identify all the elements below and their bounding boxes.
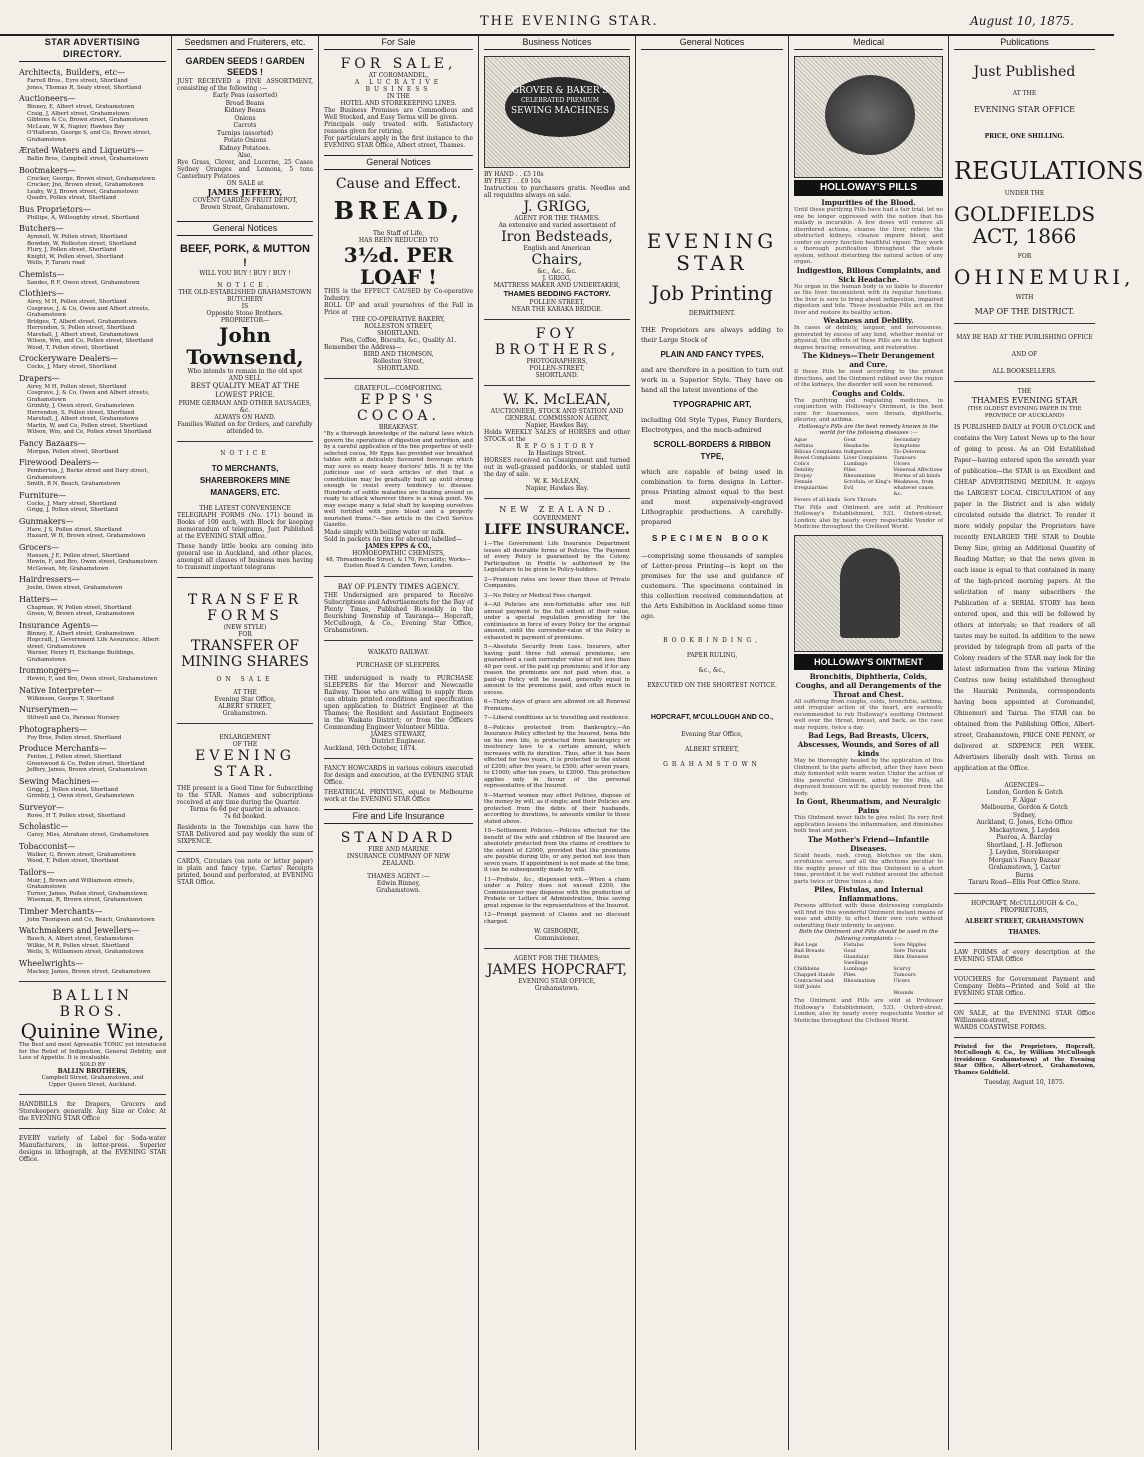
- seed-item: Potato Onions: [223, 137, 267, 144]
- agency-item: London, Gordon & Gotch: [986, 789, 1063, 796]
- complaint-item: [844, 990, 894, 996]
- column-seedsmen: Seedsmen and Fruiterers, etc. GARDEN SEEDS ! GARDEN SEEDS ! JUST RECEIVED a FINE ASSORTMENT, consisting of the following :— Early Peas (assorted) Broad Beans Kidney Beans Onions Carrots Turnips (assorted) Potato Onions Kidney Potatoes. Also, Rye Grass, Clover, and Lucerne, 25 Cases Sydney Oranges and Lemons, 5 tons Canterbury Potatoes ON SALE at JAMES JEFFERY, COVENT GARDEN FRUIT DEPOT, Brown Street, Grahamstown. General Notices BEEF, PORK, & MUTTON ! WILL YOU BUY ! BUY ! BUY ! NOTICE. THE OLD-ESTABLISHED GRAHAMSTOWN BUTCHERY IS Opposite Stone Brothers. PROPRIETOR— John Townsend, Who intends to remain in the old spot AND SELL BEST QUALITY MEAT AT THE LOWEST PRICE. PRIME GERMAN AND OTHER SAUSAGES, &c. ALWAYS ON HAND. Families Waited on for Orders, and carefully attended to. NOTICE TO MERCHANTS, SHAREBROKERS MINE MANAGERS, ETC. THE LATEST CONVENIENCE TELEGRAPH FORMS (No. 171) bound in Books of 100 each, with Block for keeping memorandum of telegrams, Just Published at the EVENING STAR office. These handy little books are coming into general use in Auckland, and other places, amongst all classes of business men having to transmit important telegrams TRANSFER FORMS (NEW STYLE) FOR TRANSFER OF MINING SHARES ON SALE AT THE Evening Star Office, ALBERT STREET, Grahamstown. ENLARGEMENT OF THE EVENING STAR. THE present is a Good Time for Subscribing to the STAR. Names and subscriptions received at any time during the Quarter. Terms 6s 6d per quarter in advance. 7s 6d booked. Residents in the Townships can have the STAR Delivered and pay weekly the sum of SIXPENCE. CARDS, Circulars (on note or letter paper) in plain and fancy type. Cartes' Receipts printed, bound and perforated, at EVENING STAR Office.: [172, 36, 319, 1450]
- column-forsale: For Sale FOR SALE, AT COROMANDEL, A LUCRATIVE BUSINESS IN THE HOTEL AND STOREKEEPING LINES. The Business Premises are Commodious and Well Stocked, and Easy Terms will be given. Principals only treated with. Satisfactory reasons given for retiring. For particulars apply in the first instance to the EVENING STAR Office, Albert street, Thames. General Notices Cause and Effect. BREAD, The Staff of Life, HAS BEEN REDUCED TO 3½d. PER LOAF ! THIS is the EFFECT CAUSED by Co-operative Industry. ROLL UP and avail yourselves of the Fall in Price at THE CO-OPERATIVE BAKERY, ROLLESTON STREET, SHORTLAND. Pies, Coffee, Biscuits, &c., Quality A1. Remember the Address— BIRD AND THOMSON, Rolleston Street, SHORTLAND. GRATEFUL—COMFORTING. EPPS'S COCOA. BREAKFAST. "By a thorough knowledge of the natural laws which govern the operations of digestion and nutrition, and by a careful application of the fine properties of well-selected cocoa, Mr Epps has provided our breakfast tables with a delicately flavoured beverage which may save us many heavy doctors' bills. It is by the judicious use of such articles of diet that a constitution may be gradually built up until strong enough to resist every tendency to disease. Hundreds of subtle maladies are floating around us ready to attack wherever there is a weak point. We may escape many a fatal shaft by keeping ourselves well fortified with pure blood and a properly nourished frame."—See article in the Civil Service Gazette. Made simply with boiling water or milk. Sold in packets (in tins for abroad) labelled— JAMES EPPS & CO., HOMOEOPATHIC CHEMISTS, 48, Threadneedle Street, & 170, Piccadilly; Works—Euston Road & Camden Town, London. BAY OF PLENTY TIMES AGENCY. THE Undersigned are prepared to Receive Subscriptions and Advertisements for the Bay of Plenty Times, Published Bi-weekly in the flourishing Township of Tauranga— Hopcraft, McCullough, & Co., Evening Star Office, Grahamstown. WAIKATO RAILWAY. PURCHASE OF SLEEPERS. THE undersigned is ready to PURCHASE SLEEPERS for the Mercer and Newcastle Railway. Those who are willing to supply them can obtain printed conditions and specification upon application to District Engineer at the Thames; the Resident and Assistant Engineers in the Waikato District; or from the Officers Commanding Engineer Volunteer Militia. JAMES STEWART, District Engineer. Auckland, 16th October, 1874. FANCY HOWCARDS in various colours executed for design and execution, at the EVENING STAR Office. THEATRICAL PRINTING, equal to Melbourne work at the EVENING STAR Office Fire and Life Insurance STANDARD FIRE AND MARINE INSURANCE COMPANY OF NEW ZEALAND. THAMES AGENT :— Edwin Binney, Grahamstown.: [319, 36, 479, 1450]
- complaint-item: Scurvy: [893, 966, 911, 972]
- policy-point: 2—Premium rates are lower than those of Private Companies.: [484, 576, 630, 589]
- general-heading-2: General Notices: [177, 221, 313, 236]
- directory-entry: O'Halloran, George S, and Co, Brown street, Grahamstown: [27, 130, 152, 143]
- handbills-ad: HANDBILLS for Drapers, Grocers and Storekeepers generally. Any Size or Color. At the EVENING STAR Office: [19, 1101, 166, 1122]
- directory-entry: Cocks, J, Mary street, Shortland: [27, 500, 117, 507]
- disease-item: Venereal Affections: [893, 466, 943, 473]
- directory-entry: Hewin, F, and Bro, Owen street, Grahamstown: [27, 559, 158, 565]
- policy-point: 1—The Government Life Insurance Department issues all desirable forms of Policies. The Payment of every Policy is guaranteed by the Colony. Participation in Profits is authorised by the Legislature to be given to Policy-holders.: [484, 541, 630, 573]
- directory-entry: Herrendon, S, Pollen street, Shortland: [27, 325, 135, 331]
- directory-entry: Morgan, Pollen street, Shortland: [27, 448, 119, 455]
- issue-date: August 10, 1875.: [970, 14, 1074, 28]
- seed-item: Broad Beans: [225, 99, 265, 107]
- policy-point: 8—Policies protected from Bankruptcy.—An Insurance Policy effected by the Insured, bona fide on his own life, is protected from bankruptcy or insolvency laws to a certain amount, which increases with its duration. Thus, after it has been effected for two years, it is protected to the extent of £200; after five years, to £500; after seven years, to £1000; after ten years, to £2000. This protection applies only in favour of the personal representative of the Insured.: [484, 724, 630, 789]
- ointment-table: [794, 942, 943, 996]
- disease-item: Scrofula, or King's Evil: [843, 478, 891, 491]
- directory-entry: Turner, James, Pollen street, Grahamstown: [27, 890, 148, 897]
- disease-item: Ulcers: [893, 460, 910, 467]
- directory-entry: Flury, J, Pollen street, Shortland: [27, 247, 117, 253]
- directory-category: Produce Merchants—: [19, 744, 107, 753]
- directory-entry: Craig, J, Albert street, Grahamstown: [27, 110, 130, 117]
- directory-entry: Hewin, F, and Bro, Owen street, Grahamstown: [27, 676, 158, 682]
- directory-entry: Wells, F, Tararu road: [27, 260, 85, 266]
- directory-category: Ærated Waters and Liqueurs—: [19, 146, 144, 155]
- directory-category: Bus Proprietors—: [19, 204, 91, 214]
- complaint-item: Contracted and Stiff Joints: [794, 978, 834, 990]
- agency-item: Grahamstown, J. Carter: [988, 864, 1061, 871]
- disease-item: [893, 497, 943, 503]
- directory-entry: Muir, J, Brown and Williamson streets, Grahamstown: [27, 877, 135, 890]
- directory-category: Clothiers—: [19, 289, 65, 298]
- directory-entry: Binney, E, Albert street, Grahamstown: [27, 630, 135, 637]
- medical-heading: Medical: [794, 36, 943, 50]
- complaint-item: Sore Throats: [893, 948, 927, 954]
- directory-category: Gunmakers—: [19, 516, 74, 526]
- directory-category: Native Interpreter—: [19, 685, 102, 695]
- directory-entry: Carey, Miss, Abraham street, Grahamstown: [27, 832, 149, 838]
- seed-item: Turnips (assorted): [216, 129, 274, 137]
- seal-icon: [825, 75, 915, 155]
- agency-item: F. Algar: [1012, 796, 1037, 804]
- directory-entry: Cocks, J, Mary street, Shortland: [27, 364, 117, 370]
- disease-item: Dropsy: [794, 472, 813, 479]
- directory-entry: Martin, W, and Co, Pollen street, Shortland: [27, 422, 148, 429]
- complaint-item: Ulcers: [893, 978, 910, 984]
- directory-category: Sewing Machines—: [19, 776, 99, 786]
- complaint-item: Piles: [843, 972, 856, 978]
- directory-category: Butchers—: [19, 224, 64, 233]
- complaint-item: Chilblains: [794, 966, 820, 972]
- complaint-item: Skin Diseases: [893, 954, 929, 960]
- directory-entry: Marshall, J, Albert street, Grahamstown: [27, 331, 139, 338]
- directory-entry: Cosgrave, J, & Co, Owen and Albert streets, Grahamstown: [27, 305, 150, 318]
- general-heading: General Notices: [641, 36, 783, 50]
- directory-category: Auctioneers—: [19, 94, 76, 103]
- directory-category: Watchmakers and Jewellers—: [19, 926, 140, 935]
- disease-item: Secondary: [893, 436, 921, 443]
- business-heading: Business Notices: [484, 36, 630, 50]
- transfer-forms: TRANSFER FORMS: [187, 592, 303, 624]
- disease-item: Bowel Complaints: [794, 454, 840, 461]
- disease-item: Fevers of all kinds: [794, 496, 841, 503]
- directory-entry: Warner, Henry H, Exchange Buildings, Grahamstown: [27, 650, 135, 663]
- directory-entry: Hopcraft, J, Government Life Assurance, Albert street, Grahamstown: [27, 637, 160, 650]
- directory-entry: Wood, T, Pollen street, Shortland: [27, 344, 119, 351]
- policy-point: 5—Absolute Security from Loss. Insurers, after having paid three full annual premiums, are guaranteed a cash surrender value of not less than 40 per cent. of the paid up premiums; and if for any reason the premiums are not paid when due, a paid-up Policy will be issued, generally equal in amount to the premiums paid, and often much in excess.: [484, 644, 630, 696]
- disease-item: Worms of all kinds: [893, 472, 941, 479]
- directory-entry: John Thompson and Co, Beach, Grahamstown: [27, 916, 155, 923]
- bread-title: BREAD,: [333, 196, 464, 225]
- disease-item: Symptoms: [893, 442, 920, 449]
- disease-item: Headache: [843, 442, 870, 449]
- directory-entry: Grigg, J, Pollen street, Shortland: [27, 507, 118, 513]
- complaint-item: Fistulas: [843, 942, 864, 948]
- directory-entry: Walker, G, Brown street, Grahamstown: [27, 851, 136, 858]
- forsale-heading: For Sale: [324, 36, 473, 50]
- directory-category: Fancy Bazaars—: [19, 438, 86, 448]
- directory-entry: Quadri, Pollen street, Shortland: [27, 195, 117, 201]
- paper-title: THE EVENING STAR.: [480, 14, 659, 29]
- seed-item: Kidney Potatoes.: [219, 144, 271, 152]
- directory-entry: Joslin, Owen street, Grahamstown: [27, 585, 123, 591]
- policy-point: 7—Liberal conditions as to travelling and residence.: [484, 715, 630, 721]
- directory-list: [19, 68, 166, 975]
- seed-item: Early Peas (assorted): [212, 92, 278, 99]
- agency-item: Melbourne, Gordon & Gotch: [981, 804, 1068, 811]
- column-directory: [14, 36, 172, 1450]
- disease-item: Rheumatism: [843, 472, 876, 479]
- directory-category: Hatters—: [19, 594, 58, 604]
- disease-item: Debility: [794, 466, 814, 473]
- directory-entry: Marshall, J, Albert street, Grahamstown: [27, 416, 139, 422]
- directory-category: Surveyor—: [19, 802, 64, 812]
- directory-category: Wheelwrights—: [19, 958, 84, 968]
- seed-item: Onions: [234, 114, 256, 122]
- column-business: Business Notices GROVER & BAKER'S CELEBRATED PREMIUM SEWING MACHINES BY HAND . . £5 10s BY FEET . . £9 10s Instruction to purchasers gratis. Needles and all requisites always on sale. J. GRIGG, AGENT FOR THE THAMES. An extensive and varied assortment of Iron Bedsteads, English and American Chairs, &c., &c., &c. J. GRIGG, MATTRESS MAKER AND UNDERTAKER, THAMES BEDDING FACTORY. POLLEN STREET, NEAR THE KARAKA BRIDGE. FOY BROTHERS, PHOTOGRAPHERS, POLLEN-STREET, SHORTLAND. W. K. McLEAN, AUCTIONEER, STOCK AND STATION AND GENERAL COMMISSION AGENT, Napier, Hawkes Bay, Holds WEEKLY SALES of HORSES and other STOCK at the REPOSITORY In Hastings Street. HORSES received on Consignment and turned out in well-grassed paddocks, or stabled until the day of sale. W. K. McLEAN, Napier, Hawkes Bay. NEW ZEALAND. GOVERNMENT LIFE INSURANCE. 1—The Government Life Insurance Department issues all desirable forms of Policies. The Payment of every Policy is guaranteed by the Colony. Participation in Profits is authorised by the Legislature to be given to Policy-holders. 2—Premium rates are lower than those of Private Companies. 3—No Policy or Medical Fees charged. 4—All Policies are non-forfeitable after one full annual payment to the full extent of their value, under a special regulation providing for the continuance in force of every Policy for the original amount, until the surrender-value of the Policy is exhausted in payment of premiums. 5—Absolute Security from Loss. Insurers, after having paid three full annual premiums, are guaranteed a cash surrender value of not less than 40 per cent. of the paid up premiums; and if for any reason the premiums are not paid when due, a paid-up Policy will be issued, generally equal in amount to the premiums paid, and often much in excess. 6—Thirty days of grace are allowed on all Renewal Premiums. 7—Liberal conditions as to travelling and residence. 8—Policies protected from Bankruptcy.—An Insurance Policy effected by the Insured, bona fide on his own life, is protected from bankruptcy or insolvency laws to a certain amount, which increases with its duration. Thus, after it has been effected for two years, it is protected to the extent of £200; after five years, to £500; after seven years, to £1000; after ten years, to £2000. This protection applies only in favour of the personal representative of the Insured. 9—Married women may effect Policies, dispose of the money by will, as if single; and their Policies are protected from the debts of their husbands, according to durations, to amounts similar to those stated above. 10—Settlement Policies.—Policies effected for the benefit of the wife and children of the Insured are absolutely protected from the claims of creditors to the extent of £2000, provided that the premiums are payable during life, or any period not less than seven years. If appointment is not made at the time, it can be subsequently made by will. 11—Probate, &c., dispensed with.—When a claim under a Policy does not exceed £200, the Commissioner may dispense with the production of Probate or Letters of Administration, thus saving great expense to the representatives of the Insured. 12—Prompt payment of Claims and no discount charged. W. GISBORNE, Commissioner. AGENT FOR THE THAMES; JAMES HOPCRAFT, EVENING STAR OFFICE, Grahamstown.: [479, 36, 636, 1450]
- policy-point: 9—Married women may effect Policies, dispose of the money by will, as if single; and their Policies are protected from the debts of their husbands, according to durations, to amounts similar to those stated above.: [484, 792, 630, 825]
- seeds-title: GARDEN SEEDS ! GARDEN SEEDS !: [185, 56, 305, 77]
- agency-item: Shortland, J. H. Jefferson: [986, 841, 1063, 849]
- directory-entry: Gibbons & Co, Brown street, Grahamstown: [27, 117, 149, 123]
- disease-item: Weakness, from whatever cause, &c.: [893, 478, 935, 497]
- evening-star-heading: EVENING STAR: [646, 229, 778, 275]
- complaint-item: Lumbago: [843, 966, 868, 972]
- disease-item: Asthma: [794, 442, 814, 449]
- directory-entry: Crocker, Jno, Brown street, Grahamstown: [27, 182, 144, 188]
- directory-category: Crockeryware Dealers—: [19, 354, 119, 363]
- disease-item: Female Irregularities: [794, 478, 828, 491]
- seedsmen-heading: Seedsmen and Fruiterers, etc.: [177, 36, 313, 50]
- disease-item: Colics: [794, 460, 810, 467]
- complaint-item: Glandular Swellings: [843, 954, 869, 966]
- directory-entry: Phillips, A, Willoughby street, Shortland: [27, 214, 140, 221]
- directory-entry: Grimbly, J, Owen street, Grahamstown: [27, 793, 135, 799]
- quinine-ad: BALLIN BROS. Quinine Wine, The Best and most Agreeable TONIC yet introduced for the Relief of Indigestion, General Debility, and Loss of Appetite. It is invaluable. SOLD BY BALLIN BROTHERS, Campbell Street, Grahamstown, and Upper Queen Street, Auckland.: [19, 988, 166, 1088]
- directory-category: Hairdressers—: [19, 575, 80, 584]
- directory-entry: Pemberton, J, Burke street and Dary street, Grahamstown: [27, 468, 149, 481]
- policy-point: 3—No Policy or Medical Fees charged.: [484, 592, 593, 599]
- directory-entry: Bauch, A, Albert street, Grahamstown: [27, 936, 134, 942]
- disease-item: Bilious Complaints: [794, 448, 842, 455]
- directory-entry: Fenton, J, Pollen street, Shortland: [27, 754, 122, 760]
- labels-ad: EVERY variety of Label for Soda-water Manufacturers, in letter-press. Superior designs in lithograph, at the EVENING STAR Office.: [19, 1135, 166, 1163]
- directory-entry: Airey, M H, Pollen street, Shortland: [27, 383, 127, 390]
- agency-item: Morgan's Fancy Bazaar: [988, 856, 1061, 864]
- agency-item: Sydney,: [1012, 811, 1037, 819]
- policy-point: 6—Thirty days of grace are allowed on all Renewal Premiums.: [484, 699, 630, 712]
- directory-category: Tobacconist—: [19, 841, 76, 851]
- directory-category: Photographers—: [19, 724, 88, 734]
- directory-entry: Bridgee, T, Albert street, Grahamstown: [27, 318, 137, 325]
- directory-category: Chemists—: [19, 269, 65, 279]
- directory-category: Drapers—: [19, 373, 60, 383]
- seed-item: Carrots: [233, 122, 257, 129]
- directory-category: Architects, Builders, etc—: [19, 68, 126, 77]
- policy-point: 4—All Policies are non-forfeitable after one full annual payment to the full extent of their value, under a special regulation providing for the continuance in force of every Policy for the original amount, until the surrender-value of the Policy is exhausted in payment of premiums.: [484, 602, 630, 641]
- directory-entry: Foy Bros, Pollen street, Shortland: [27, 734, 122, 741]
- holloway-ointment-engraving: [794, 535, 943, 652]
- column-publications: Publications Just Published AT THE EVENING STAR OFFICE PRICE, ONE SHILLING. REGULATIONS UNDER THE GOLDFIELDS ACT, 1866 FOR OHINEMURI, WITH MAP OF THE DISTRICT. MAY BE HAD AT THE PUBLISHING OFFICE AND OF ALL BOOKSELLERS. THE THAMES EVENING STAR (THE OLDEST EVENING PAPER IN THE PROVINCE OF AUCKLAND) IS PUBLISHED DAILY at FOUR O'CLOCK and contains the Very Latest News up to the hour of going to press. As an Old Established Paper—having entered upon the seventh year of publication—the STAR is an Excellent and CHEAP ADVERTISING MEDIUM. It enjoys the LARGEST LOCAL CIRCULATION of any paper in the District and is also widely circulated outside the district. To render it more widely popular the Proprietors have recently ENLARGED THE STAR to Double Demy Size, giving an Additional Quantity of Reading Matter; so that the news given in each issue is equal to that contained in many of the high-priced morning papers. At the solicitation of many subscribers the Publication of a SERIAL STORY has been entered upon, and this will be followed by others at intervals; so that readers of all tastes may be suited. In addition to the news provided by telegraph from all parts of the Colony readers of the STAR may look for the latest information from the various Mining Centres now being established throughout the Hauraki Peninsula, correspondents having been appointed at Coromandel, Ohinemuri and Tairua. The STAR can be obtained from the Publishing Office, Albert-street, Grahamstown, PRICE ONE PENNY, or delivered at SIXPENCE PER WEEK. Advertisers liberally dealt with. Terms on application at the Office. AGENCIES— London, Gordon & Gotch F. Algar Melbourne, Gordon & Gotch Sydney, Auckland, G. Jones, Echo Office Mackaytown, J. Leyden Paeroa, A. Barclay Shortland, J. H. Jefferson J. Leyden, Storekeeper Morgan's Fancy Bazaar Grahamstown, J. Carter Burns Tararu Road—Ellis Post Office Store. HOPCRAFT, McCULLOUGH & Co., PROPRIETORS, ALBERT STREET, GRAHAMSTOWN THAMES. LAW FORMS of every description at the EVENING STAR Office VOUCHERS for Government Payment and Company Debts—Printed and Sold at the EVENING STAR Office. ON SALE, at the EVENING STAR Office Williamson-street, WARDS COASTWISE FORMS. Printed for the Proprietors, Hopcraft, McCullough & Co., by William McCullough (residence Grahamstown) at the Evening Star Office, Albert-street, Grahamstown, Thames Goldfield. Tuesday, August 10, 1875.: [954, 37, 1144, 1086]
- directory-entry: Knight, W, Pollen street, Shortland: [27, 253, 124, 260]
- directory-entry: Grigg, J, Pollen street, Shortland: [27, 786, 118, 793]
- directory-category: Timber Merchants—: [19, 906, 103, 916]
- directory-entry: Ballin Bros, Campbell street, Grahamstown: [27, 156, 149, 162]
- directory-category: Scholastic—: [19, 822, 69, 831]
- seed-item: Kidney Beans: [224, 107, 266, 114]
- directory-entry: Wilson, Wm, and Co, Pollen street, Shortland: [27, 338, 154, 344]
- seeds-list: [177, 92, 313, 152]
- complaint-item: Bad Legs: [794, 942, 818, 948]
- disease-item: Tumours: [893, 454, 916, 461]
- directory-entry: Green, W, Brown street, Grahamstown: [27, 611, 135, 617]
- directory-entry: Chapman, W, Pollen street, Shortland: [27, 604, 132, 611]
- directory-entry: Aymnell, W, Pollen street, Shortland: [27, 234, 128, 240]
- complaint-item: Gout: [843, 948, 856, 954]
- figure-icon: [840, 548, 900, 638]
- holloway-pills-engraving: [794, 56, 943, 178]
- complaint-item: Rheumatism: [843, 978, 876, 984]
- policy-point: 11—Probate, &c., dispensed with.—When a claim under a Policy does not exceed £200, the Commissioner may dispense with the production of Probate or Letters of Administration, thus saving great expense to the representatives of the Insured.: [484, 876, 630, 909]
- directory-heading: STAR ADVERTISING DIRECTORY.: [19, 36, 166, 62]
- directory-category: Bootmakers—: [19, 165, 76, 175]
- disease-item: Gout: [843, 436, 856, 443]
- diseases-table: [794, 437, 943, 503]
- directory-entry: Wood, T, Pollen street, Shortland: [27, 858, 119, 864]
- directory-entry: Mackey, James, Brown street, Grahamstown: [27, 968, 151, 975]
- directory-entry: Farrell Bros., Eyre street, Shortland: [27, 78, 128, 84]
- directory-entry: Hazard, W H, Brown street, Grahamstown: [27, 533, 146, 539]
- complaint-item: Sore Nipples: [893, 942, 927, 948]
- sewing-machine-engraving: GROVER & BAKER'S CELEBRATED PREMIUM SEWING MACHINES: [484, 56, 630, 168]
- directory-entry: Wells, S, Williamson street, Grahamstown: [27, 949, 144, 955]
- directory-category: Insurance Agents—: [19, 620, 99, 630]
- directory-entry: Leahy, W J, Brown street, Grahamstown: [27, 188, 139, 195]
- directory-entry: Jones, Thomas R, Sealy street, Shortland: [27, 84, 142, 91]
- agency-item: Burns: [1015, 871, 1034, 879]
- directory-category: Nurserymen—: [19, 705, 78, 714]
- agency-item: Tararu Road—Ellis Post Office Store.: [968, 879, 1081, 886]
- regulations-title: REGULATIONS: [954, 157, 1144, 185]
- disease-item: Liver Complaints: [843, 454, 888, 461]
- agency-item: Mackaytown, J. Leyden: [989, 826, 1060, 834]
- disease-item: Indigestion: [843, 448, 873, 455]
- directory-entry: Herrendon, S, Pollen street, Shortland: [27, 409, 135, 416]
- disease-item: Ague: [794, 436, 807, 443]
- directory-entry: Hare, J S, Pollen street, Shortland: [27, 526, 122, 533]
- agency-item: Auckland, G. Jones, Echo Office: [976, 819, 1073, 826]
- directory-entry: McLean, W K, Napier, Hawkes Bay: [27, 123, 125, 130]
- directory-category: Ironmongers—: [19, 666, 80, 675]
- agency-item: J. Leyden, Storekeeper: [989, 849, 1060, 856]
- masthead: [0, 0, 1114, 36]
- directory-entry: McGowan, Mr, Grahamstown: [27, 565, 109, 572]
- disease-item: Tic-Doloreux: [893, 448, 926, 455]
- directory-category: Firewood Dealers—: [19, 458, 99, 467]
- directory-entry: Airey, M H, Pollen street, Shortland: [27, 299, 127, 305]
- directory-entry: Rowe, H T, Pollen street, Shortland: [27, 812, 126, 819]
- directory-entry: Wiseman, R, Brown street, Grahamstown: [27, 897, 143, 903]
- townsend-name: John Townsend,: [186, 323, 304, 369]
- directory-entry: Grimbly, J, Owen street, Grahamstown: [27, 403, 135, 409]
- complaint-item: Chapped Hands: [794, 972, 835, 978]
- directory-category: Furniture—: [19, 490, 67, 500]
- column-general: General Notices EVENING STAR Job Printing DEPARTMENT. THE Proprietors are always adding to their Large Stock of PLAIN AND FANCY TYPES, and are therefore in a position to turn out work in a Superior Style. They have on hand all the latest inventions of the TYPOGRAPHIC ART, including Old Style Types, Fancy Borders, Electrotypes, and the much-admired SCROLL-BORDERS & RIBBON TYPE, which are capable of being used in combination to form designs in Letter-press Printing almost equal to the best and most expensively-engraved Lithographic productions. A carefully-prepared SPECIMEN BOOK —comprising some thousands of samples of Letter-press Printing—is kept on the premises for the use and guidance of customers. The specimens contained in this collection received commendation at the Arts Exhibition in Auckland some time ago. BOOKBINDING, PAPER RULING, &c., &c., EXECUTED ON THE SHORTEST NOTICE. HOPCRAFT, M'CULLOUGH AND CO., Evening Star Office, ALBERT STREET, GRAHAMSTOWN: [636, 36, 789, 1450]
- agency-item: Paeroa, A. Barclay: [996, 834, 1053, 841]
- policy-point: 10—Settlement Policies.—Policies effected for the benefit of the wife and children of the Insured are absolutely protected from the claims of creditors to the extent of £2000, provided that the premiums are payable during life, or any period not less than seven years. If appointment is not made at the time, it can be subsequently made by will.: [484, 828, 630, 873]
- complaint-item: Wounds: [893, 990, 914, 996]
- directory-entry: Crocker, George, Brown street, Grahamstown: [27, 175, 155, 182]
- directory-category: Grocers—: [19, 542, 60, 552]
- directory-entry: Wilkie, M R, Pollen street, Shortland: [27, 942, 130, 949]
- disease-item: Lumbago: [843, 460, 868, 467]
- complaint-item: Bad Breasts: [794, 948, 825, 954]
- directory-entry: Binney, E, Albert street, Grahamstown: [27, 104, 135, 110]
- publications-heading: Publications: [954, 36, 1095, 50]
- column-medical: Medical HOLLOWAY'S PILLS Impurities of the Blood. Until these purifying Pills have had a fair trial, let no one be longer oppressed with the notion that his malady is incurable. A few doses will remove all disordered actions, cleanse the liver, relieve the obstructed kidneys, cleanse impure blood, and confer on every function healthful vigour. They work a thorough purification throughout the whole system, without disturbing the natural action of any organ. Indigestion, Bilious Complaints, and Sick Headache. No organ in the human body is so liable to disorder as the liver. Inconsistent with its regular functions, the liver is sure to bring about indigestion, impaired digestion and bile. These invaluable Pills act on the liver and restore its healthy action. Weakness and Debility. In cases of debility, languor, and nervousness, generated by excess of any kind, whether mental or physical, the effects of these Pills are in the highest degree bracing, renovating, and restorative. The Kidneys—Their Derangement and Cure. If these Pills be used according to the printed directions, and the Ointment rubbed over the region of the kidneys, the disorder will soon be removed. Coughs and Colds. The purifying and regulating medicines, in conjunction with Holloway's Ointment, is the best cure for hoarseness, sore throats, diphtheria, pleurisy, and asthma. Holloway's Pills are the best remedy known in the world for the following diseases :— Ague Gout Secondary Asthma Headache Symptoms Bilious Complaints Indigestion Tic-Doloreux Bowel Complaints Liver Complaints Tumours Colics Lumbago Ulcers Debility Piles Venereal Affections Dropsy Rheumatism Worms of all kinds Female Irregularities Scrofula, or King's Evil Weakness, from whatever cause, &c. Fevers of all kinds Sore Throats The Pills and Ointment are sold at Professor Holloway's Establishment, 533, Oxford-street, London; also by nearly every respectable Vendor of Medicine throughout the Civilised World. HOLLOWAY'S OINTMENT Bronchitis, Diphtheria, Colds, Coughs, and all Derangements of the Throat and Chest. All suffering from coughs, colds, bronchitis, asthma, and irregular action of the heart, are earnestly recommended to rub Holloway's soothing Ointment well over the throat, breast, and back, as the case may require, twice a day. Bad Legs, Bad Breasts, Ulcers, Abscesses, Wounds, and Sores of all kinds May be thoroughly healed by the application of this Ointment to the parts affected, after they have been duly fomented with warm water. Under the action of this powerful Ointment, aided by the Pills, all depraved humours will be quickly removed from the body. In Gout, Rheumatism, and Neuralgic Pains This Ointment never fails to give relief. Its very first application lessens the inflammation, and diminishes both heat and pain. The Mother's Friend—Infantile Diseases. Scald heads, rash, croup, blotches on the skin, scrofulous sores, and all the affections peculiar to the mighty power of this fine Ointment in a short time, provided it be well rubbed around the affected parts twice or three times a day. Piles, Fistulas, and Internal Inflammations. Persons afflicted with these distressing complaints will find in this wonderful Ointment instant means of ease and ability to effect their own cure without submitting their infirmity to anyone. Both the Ointment and Pills should be used in the following complaints :— Bad Legs Fistulas Sore Nipples Bad Breasts Gout Sore Throats Burns Glandular Swellings Skin Diseases Chilblains Lumbago Scurvy Chapped Hands Piles Tumours Contracted and Stiff Joints Rheumatism Ulcers Wounds The Ointment and Pills are sold at Professor Holloway's Establishment, 533, Oxford-street, London; also by nearly every respectable Vendor of Medicine throughout the Civilised World.: [789, 36, 949, 1450]
- directory-entry: Smith, R N, Beach, Grahamstown: [27, 481, 121, 487]
- agencies-list: [954, 789, 1095, 887]
- directory-entry: Greenwood & Co, Pollen street, Shortland: [27, 760, 145, 767]
- complaint-item: Tumours: [893, 972, 916, 978]
- complaint-item: Burns: [794, 954, 810, 960]
- policy-point: 12—Prompt payment of Claims and no discount charged.: [484, 912, 630, 925]
- life-insurance-points: [484, 541, 630, 925]
- directory-entry: Cosgrave, J, & Co, Owen and Albert streets, Grahamstown: [27, 390, 150, 403]
- directory-entry: Hansen, J E, Pollen street, Shortland: [27, 552, 130, 559]
- directory-entry: Bowden, W, Rolleston street, Shortland: [27, 240, 137, 247]
- directory-entry: Wilkinson, George T, Shortland: [27, 695, 114, 702]
- complaint-item: [794, 990, 844, 996]
- directory-category: Tailors—: [19, 867, 55, 877]
- directory-entry: Sandes, R F, Owen street, Grahamstown: [27, 279, 140, 286]
- directory-entry: Wilson, Wm, and Co, Pollen street Shortland: [27, 429, 152, 435]
- disease-item: Piles: [843, 466, 856, 473]
- disease-item: Sore Throats: [843, 496, 877, 503]
- directory-entry: Jeffery, James, Brown street, Grahamstown: [27, 767, 148, 773]
- directory-entry: Stilwell and Co, Parawai Nursery: [27, 715, 120, 721]
